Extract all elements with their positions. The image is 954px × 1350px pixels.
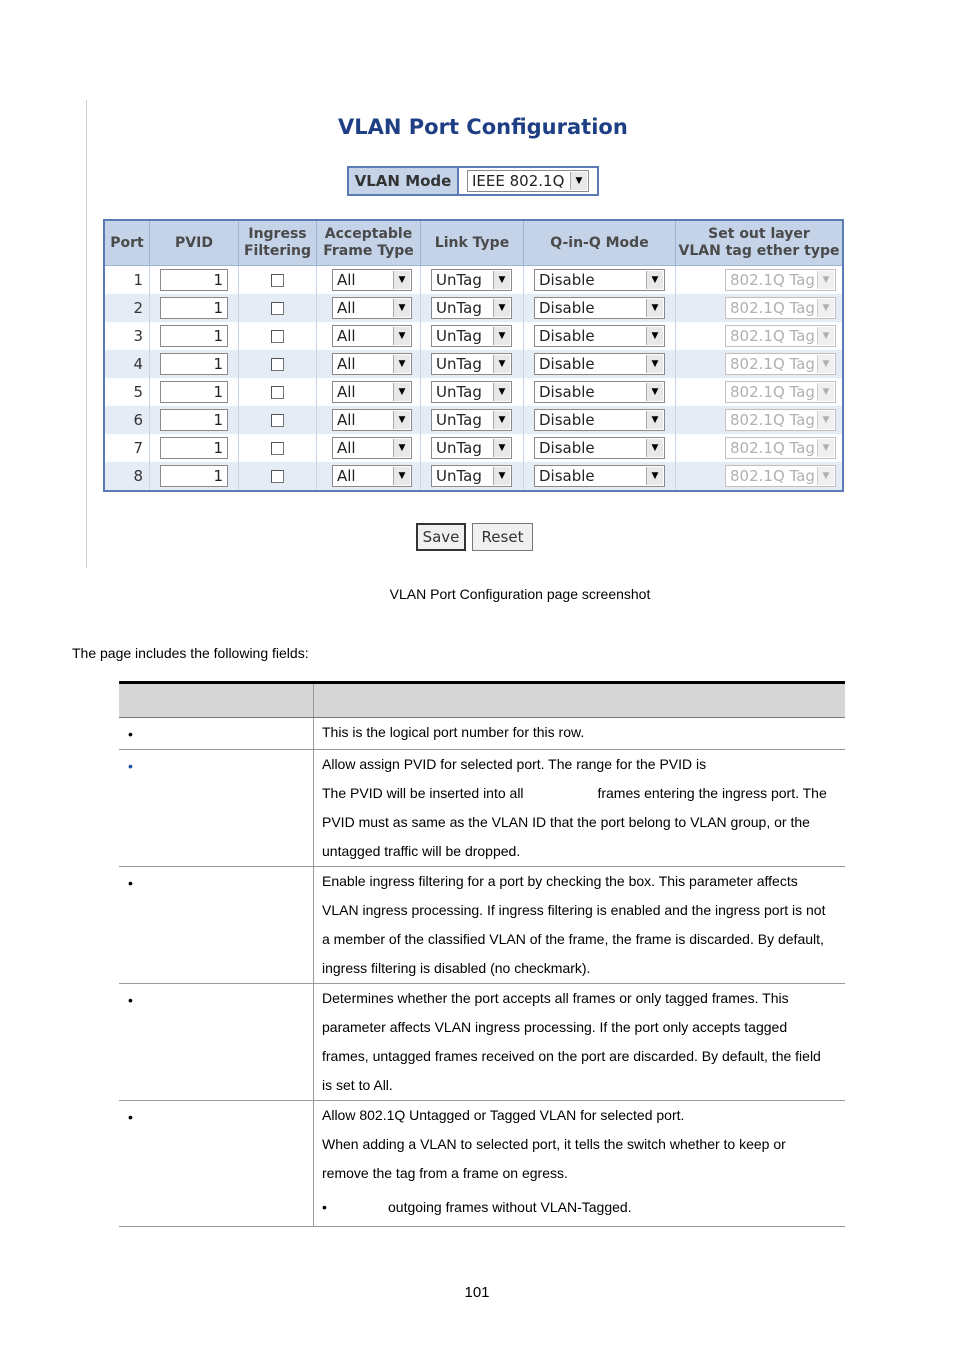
chevron-down-icon: ▼ [817,327,834,345]
link-type-select-value: UnTag [436,411,482,429]
qinq-mode-select-value: Disable [539,355,595,373]
qinq-mode-select-value: Disable [539,327,595,345]
frame-type-select-value: All [337,271,356,289]
ingress-filter-checkbox[interactable] [271,442,284,455]
ether-type-select [725,353,836,375]
field-description [314,1101,846,1227]
ingress-filter-cell [239,434,317,462]
port-number: 2 [104,294,150,322]
link-type-select-value: UnTag [436,299,482,317]
description-line: untagged traffic will be dropped. [322,843,521,859]
link-type-select-value: UnTag [436,467,482,485]
description-line: VLAN ingress processing. If ingress filtering is enabled and the ingress port is not [322,902,826,918]
frame-type-cell [317,406,421,434]
link-type-select[interactable] [431,297,512,319]
save-button[interactable]: Save [416,523,466,551]
chevron-down-icon: ▼ [393,271,410,289]
frame-type-select[interactable] [332,465,412,487]
ingress-filter-checkbox[interactable] [271,414,284,427]
link-type-select[interactable] [431,437,512,459]
table-row [104,462,843,491]
fields-header-row [119,683,845,718]
qinq-mode-select[interactable] [534,297,665,319]
ether-type-cell [676,322,844,350]
frame-type-cell [317,378,421,406]
description-line: is set to All. [322,1077,393,1093]
col-frame-type: Acceptable Frame Type [317,220,421,266]
pvid-input[interactable]: 1 [160,381,228,403]
frame-type-select-value: All [337,411,356,429]
reset-button[interactable]: Reset [472,523,533,551]
pvid-cell [150,462,239,491]
link-type-select[interactable] [431,269,512,291]
link-type-cell [421,294,524,322]
bullet-icon: • [128,758,133,774]
vlan-mode-box [347,166,599,196]
description-line: ingress filtering is disabled (no checkmark). [322,960,591,976]
link-type-select[interactable] [431,465,512,487]
ingress-filter-checkbox[interactable] [271,358,284,371]
chevron-down-icon: ▼ [493,355,510,373]
frame-type-select-value: All [337,439,356,457]
frame-type-cell [317,434,421,462]
ether-type-select-value: 802.1Q Tag [730,439,815,457]
link-type-cell [421,266,524,295]
frame-type-select[interactable] [332,409,412,431]
chevron-down-icon: ▼ [493,439,510,457]
link-type-cell [421,322,524,350]
chevron-down-icon: ▼ [493,327,510,345]
chevron-down-icon: ▼ [817,439,834,457]
pvid-cell [150,434,239,462]
ingress-filter-cell [239,378,317,406]
port-number: 7 [104,434,150,462]
chevron-down-icon: ▼ [817,383,834,401]
link-type-select-value: UnTag [436,327,482,345]
qinq-mode-select[interactable] [534,325,665,347]
pvid-cell [150,406,239,434]
chevron-down-icon: ▼ [646,467,663,485]
link-type-cell [421,462,524,491]
pvid-cell [150,378,239,406]
qinq-mode-select-value: Disable [539,411,595,429]
ingress-filter-cell [239,350,317,378]
col-ether-type: Set out layer VLAN tag ether type [676,220,844,266]
chevron-down-icon: ▼ [493,299,510,317]
chevron-down-icon: ▼ [646,439,663,457]
port-number: 3 [104,322,150,350]
link-type-cell [421,406,524,434]
frame-type-cell [317,322,421,350]
link-type-select-value: UnTag [436,355,482,373]
pvid-input[interactable]: 1 [160,269,228,291]
qinq-mode-select[interactable] [534,437,665,459]
qinq-mode-select-value: Disable [539,271,595,289]
qinq-cell [524,322,676,350]
description-line: Enable ingress filtering for a port by checking the box. This parameter affects [322,873,798,889]
qinq-mode-select[interactable] [534,409,665,431]
qinq-cell [524,434,676,462]
link-type-select-value: UnTag [436,383,482,401]
pvid-cell [150,294,239,322]
description-line: Determines whether the port accepts all frames or only tagged frames. This [322,990,789,1006]
frame-type-select[interactable] [332,437,412,459]
link-type-select-value: UnTag [436,439,482,457]
ingress-filter-checkbox[interactable] [271,470,284,483]
table-row [104,322,843,350]
port-number: 5 [104,378,150,406]
ether-type-cell [676,294,844,322]
chevron-down-icon: ▼ [393,439,410,457]
table-row [104,294,843,322]
field-description [314,718,846,750]
qinq-cell [524,378,676,406]
chevron-down-icon: ▼ [817,299,834,317]
link-type-cell [421,350,524,378]
chevron-down-icon: ▼ [393,299,410,317]
page-number: 101 [464,1284,490,1301]
frame-type-select-value: All [337,299,356,317]
port-number: 1 [104,266,150,295]
qinq-mode-select-value: Disable [539,467,595,485]
field-description [314,984,846,1101]
link-type-select[interactable] [431,381,512,403]
link-type-select[interactable] [431,409,512,431]
ether-type-select [725,409,836,431]
ingress-filter-cell [239,462,317,491]
ether-type-cell [676,350,844,378]
description-line: This is the logical port number for this row. [322,724,585,740]
description-line: PVID must as same as the VLAN ID that the port belong to VLAN group, or the [322,814,810,830]
chevron-down-icon: ▼ [493,467,510,485]
vlan-mode-select[interactable] [467,170,589,192]
ether-type-select [725,297,836,319]
ether-type-select-value: 802.1Q Tag [730,411,815,429]
qinq-mode-select-value: Disable [539,299,595,317]
field-name-cell [119,984,314,1101]
ether-type-select [725,465,836,487]
col-port: Port [104,220,150,266]
ether-type-select [725,325,836,347]
table-row [104,406,843,434]
ether-type-cell [676,378,844,406]
ether-type-select-value: 802.1Q Tag [730,327,815,345]
link-type-cell [421,378,524,406]
col-pvid: PVID [150,220,239,266]
fields-header-object [119,683,314,718]
ingress-filter-cell [239,406,317,434]
chevron-down-icon: ▼ [817,355,834,373]
ingress-filter-checkbox[interactable] [271,302,284,315]
pvid-cell [150,350,239,378]
frame-type-cell [317,294,421,322]
field-name-cell [119,1101,314,1227]
qinq-cell [524,350,676,378]
table-header-row [104,220,843,266]
field-description [314,750,846,867]
frame-type-select[interactable] [332,353,412,375]
link-type-cell [421,434,524,462]
vlan-mode-value: IEEE 802.1Q [472,172,565,190]
ingress-filter-cell [239,266,317,295]
ether-type-cell [676,266,844,295]
description-line: Allow assign PVID for selected port. The range for the PVID is [322,756,707,772]
frame-type-select[interactable] [332,325,412,347]
screenshot-left-border [86,100,87,568]
qinq-cell [524,266,676,295]
ether-type-select-value: 802.1Q Tag [730,271,815,289]
port-number: 8 [104,462,150,491]
frame-type-select[interactable] [332,381,412,403]
fields-header-description [314,683,846,718]
chevron-down-icon: ▼ [646,327,663,345]
field-row [119,867,845,984]
frame-type-select[interactable] [332,297,412,319]
qinq-mode-select[interactable] [534,353,665,375]
link-type-select-value: UnTag [436,271,482,289]
chevron-down-icon: ▼ [817,467,834,485]
ether-type-select-value: 802.1Q Tag [730,467,815,485]
ether-type-cell [676,462,844,491]
pvid-input[interactable]: 1 [160,297,228,319]
description-line: parameter affects VLAN ingress processing. If the port only accepts tagged [322,1019,788,1035]
chevron-down-icon: ▼ [817,271,834,289]
port-number: 6 [104,406,150,434]
field-row [119,718,845,750]
description-line: The PVID will be inserted into all frames entering the ingress port. The [322,785,827,801]
figure-caption: VLAN Port Configuration page screenshot [389,586,651,602]
chevron-down-icon: ▼ [393,411,410,429]
chevron-down-icon: ▼ [393,327,410,345]
ether-type-cell [676,406,844,434]
qinq-cell [524,406,676,434]
intro-text: The page includes the following fields: [72,645,309,661]
col-ingress-filtering: Ingress Filtering [239,220,317,266]
col-link-type: Link Type [421,220,524,266]
qinq-mode-select[interactable] [534,465,665,487]
chevron-down-icon: ▼ [817,411,834,429]
chevron-down-icon: ▼ [646,271,663,289]
ether-type-select-value: 802.1Q Tag [730,355,815,373]
ether-type-select [725,437,836,459]
ingress-filter-cell [239,294,317,322]
qinq-mode-select-value: Disable [539,439,595,457]
field-name-cell [119,718,314,750]
pvid-input[interactable]: 1 [160,353,228,375]
field-row [119,750,845,867]
frame-type-select[interactable] [332,269,412,291]
bullet-icon: • [128,726,133,742]
bullet-icon: • [128,1109,133,1125]
description-line: remove the tag from a frame on egress. [322,1165,568,1181]
pvid-input[interactable]: 1 [160,437,228,459]
chevron-down-icon: ▼ [393,355,410,373]
table-row [104,378,843,406]
field-row [119,984,845,1101]
sub-bullet-text: outgoing frames without VLAN-Tagged. [388,1199,632,1215]
fields-table [119,681,845,1227]
table-row [104,350,843,378]
col-qinq-mode: Q-in-Q Mode [524,220,676,266]
chevron-down-icon: ▼ [646,299,663,317]
qinq-mode-select[interactable] [534,269,665,291]
chevron-down-icon: ▼ [646,383,663,401]
pvid-input[interactable]: 1 [160,465,228,487]
chevron-down-icon: ▼ [493,383,510,401]
ether-type-select-value: 802.1Q Tag [730,299,815,317]
pvid-cell [150,322,239,350]
description-line: frames, untagged frames received on the port are discarded. By default, the field [322,1048,821,1064]
ingress-filter-checkbox[interactable] [271,274,284,287]
description-line: a member of the classified VLAN of the frame, the frame is discarded. By default, [322,931,824,947]
frame-type-cell [317,350,421,378]
frame-type-select-value: All [337,383,356,401]
vlan-mode-label: VLAN Mode [349,168,459,194]
chevron-down-icon: ▼ [646,355,663,373]
pvid-input[interactable]: 1 [160,409,228,431]
field-description [314,867,846,984]
chevron-down-icon: ▼ [393,383,410,401]
ether-type-select-value: 802.1Q Tag [730,383,815,401]
page-title: VLAN Port Configuration [338,115,628,139]
ether-type-cell [676,434,844,462]
field-name-cell [119,750,314,867]
table-row [104,434,843,462]
field-name-cell [119,867,314,984]
port-number: 4 [104,350,150,378]
ether-type-select [725,269,836,291]
link-type-select[interactable] [431,325,512,347]
bullet-icon: • [128,875,133,891]
qinq-cell [524,294,676,322]
qinq-cell [524,462,676,491]
chevron-down-icon: ▼ [393,467,410,485]
field-row [119,1101,845,1227]
description-line: Allow 802.1Q Untagged or Tagged VLAN for selected port. [322,1107,685,1123]
frame-type-cell [317,266,421,295]
ingress-filter-cell [239,322,317,350]
pvid-cell [150,266,239,295]
vlan-port-table [103,219,844,492]
ingress-filter-checkbox[interactable] [271,330,284,343]
description-line: When adding a VLAN to selected port, it tells the switch whether to keep or [322,1136,786,1152]
chevron-down-icon: ▼ [570,172,587,190]
frame-type-select-value: All [337,467,356,485]
frame-type-select-value: All [337,355,356,373]
chevron-down-icon: ▼ [493,411,510,429]
chevron-down-icon: ▼ [646,411,663,429]
pvid-input[interactable]: 1 [160,325,228,347]
ether-type-select [725,381,836,403]
sub-bullet-item [322,1198,845,1226]
frame-type-cell [317,462,421,491]
chevron-down-icon: ▼ [493,271,510,289]
qinq-mode-select[interactable] [534,381,665,403]
bullet-icon: • [322,1199,327,1215]
qinq-mode-select-value: Disable [539,383,595,401]
ingress-filter-checkbox[interactable] [271,386,284,399]
link-type-select[interactable] [431,353,512,375]
bullet-icon: • [128,992,133,1008]
table-row [104,266,843,295]
frame-type-select-value: All [337,327,356,345]
